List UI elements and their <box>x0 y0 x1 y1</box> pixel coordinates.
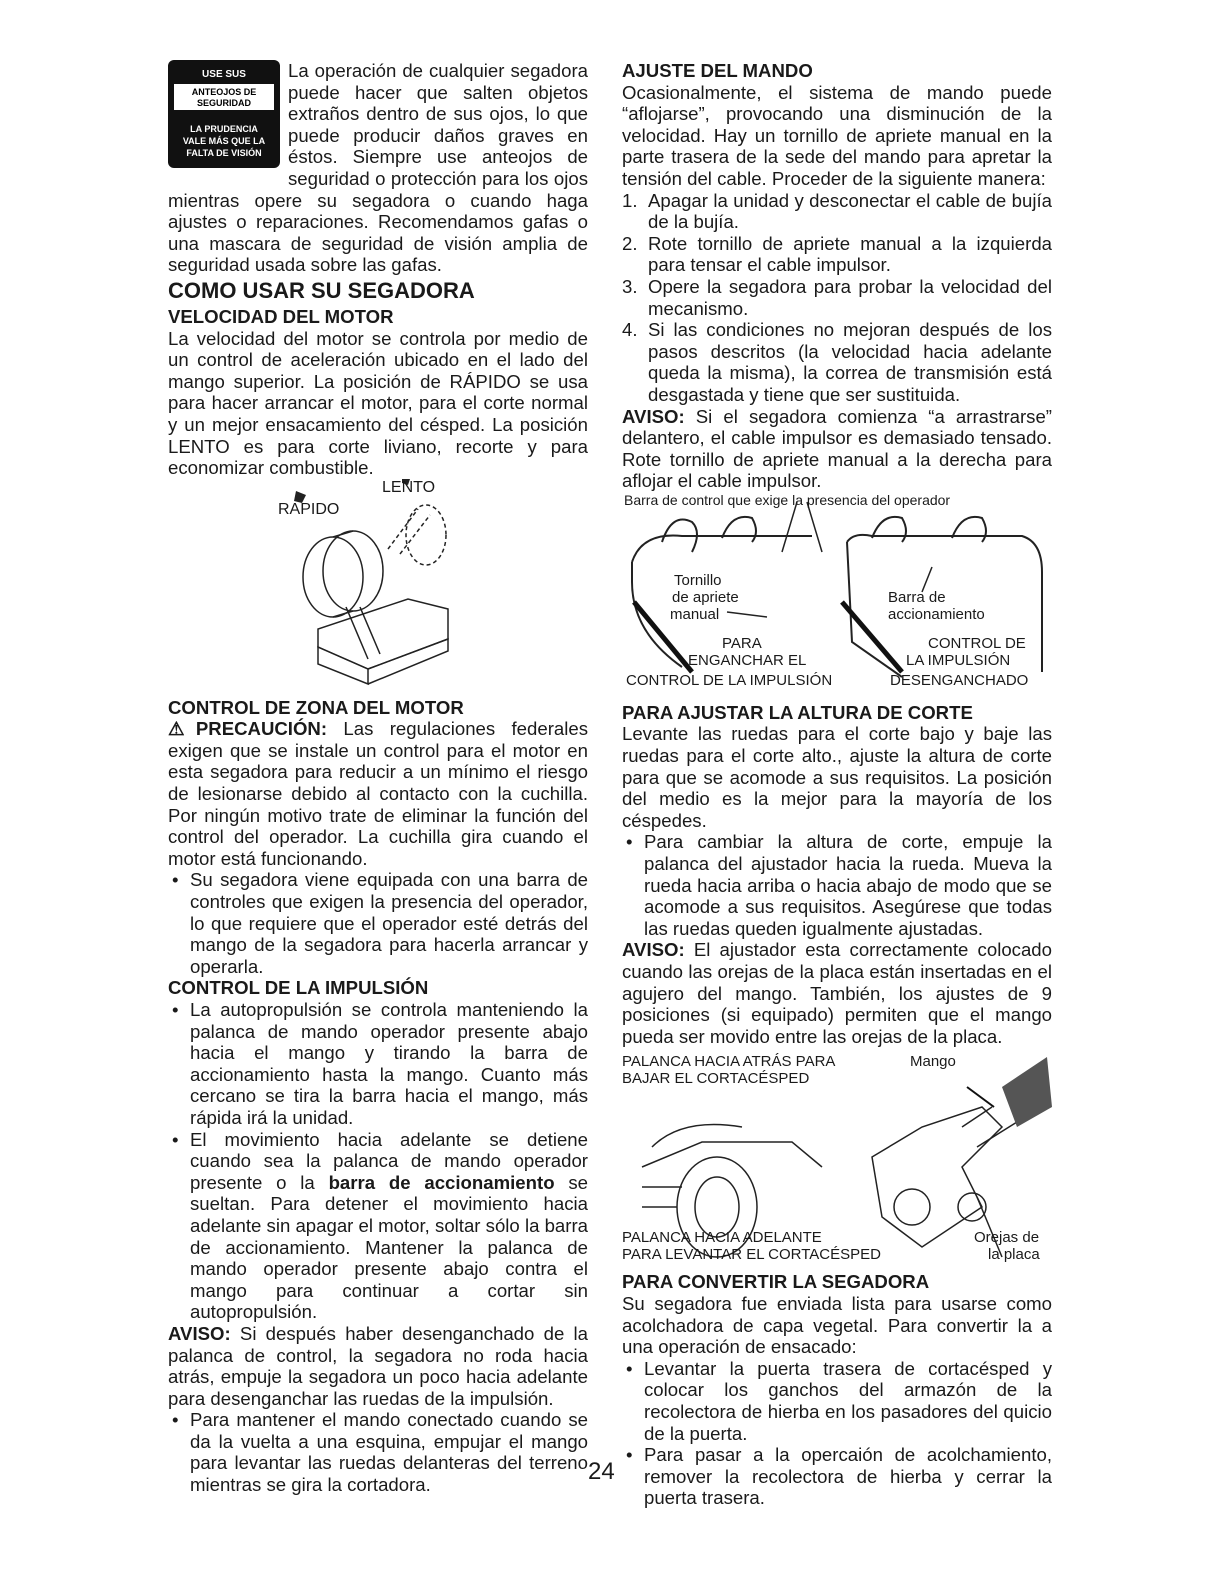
lever-back-1: PALANCA HACIA ATRÁS PARA <box>622 1053 836 1071</box>
lever-fwd-2: PARA LEVANTAR EL CORTACÉSPED <box>622 1246 881 1264</box>
bullet-text: El movimiento hacia adelante se detiene cuando sea la palanca de mando operador presente o la <box>190 1128 588 1193</box>
caution-label: PRECAUCIÓN: <box>195 718 328 740</box>
bullet-text: se sueltan. Para detener el movimiento hacia adelante sin apagar el motor, soltar sólo la barra de accionamiento. Mantener la palanca de mando operador presente abajo contra el mango para continuar a cortar sin autopropulsión. <box>190 1171 588 1323</box>
lento-label: LENTO <box>382 478 436 496</box>
fig2-bottom-left: CONTROL DE LA IMPULSIÓN <box>626 671 833 689</box>
zone-title: CONTROL DE ZONA DEL MOTOR <box>168 696 464 718</box>
caution-icon: ⚠ <box>168 718 196 740</box>
drive-list-2 <box>168 1409 588 1495</box>
notice-paragraph <box>622 406 1052 492</box>
right-column <box>622 60 1052 1509</box>
rapido-label: RAPIDO <box>278 500 340 518</box>
caution-paragraph <box>168 718 588 869</box>
engine-speed-text: La velocidad del motor se controla por medio de un control de aceleración ubicado en el lado del mango superior. La posición de RÁPIDO se usa para hacer arrancar el motor, para el corte normal y un mejor ensacamiento del césped. La posición LENTO es para corte liviano, recorte y para economizar combustible. <box>168 327 588 479</box>
height-adjust-figure <box>622 1047 1052 1271</box>
zone-list <box>168 869 588 977</box>
list-item <box>622 276 1052 319</box>
drive-control-figure <box>622 492 1052 702</box>
step-text: Si las condiciones no mejoran después de los pasos descritos (la velocidad hacia adelante queda la misma), la correa de transmisión está desgastada y tiene que ser sustituida. <box>648 319 1052 405</box>
drive-title: CONTROL DE LA IMPULSIÓN <box>168 977 429 999</box>
left-column <box>168 60 588 1496</box>
drive-list <box>168 999 588 1323</box>
step-number: 2. <box>622 232 638 254</box>
height-text: Levante las ruedas para el corte bajo y baje las ruedas para el corte alto., ajuste la altura de corte para que se acomode a sus requisitos. La posición del medio es la mejor para la mayoría de los céspedes. <box>622 723 1052 831</box>
badge-line1: USE SUS <box>202 69 246 80</box>
adjust-title: AJUSTE DEL MANDO <box>622 60 813 81</box>
step-number: 1. <box>622 189 638 211</box>
safety-badge-icon <box>168 60 280 168</box>
throttle-figure <box>168 479 588 697</box>
list-item <box>168 1129 588 1323</box>
list-item: • Su segadora viene equipada con una barra de controles que exigen la presencia del operador, lo que requiere que el operador esté detrás del mango de la segadora para hacerla arrancar y operarla. <box>168 869 588 977</box>
lever-back-2: BAJAR EL CORTACÉSPED <box>622 1070 810 1088</box>
badge-line2: ANTEOJOS DE <box>191 87 257 97</box>
enganchar-label: ENGANCHAR EL <box>688 651 807 669</box>
list-item <box>622 319 1052 405</box>
bold-term: barra de accionamiento <box>328 1171 555 1193</box>
adjust-text: Ocasionalmente, el sistema de mando puede “aflojarse”, provocando una disminución de la velocidad. Hay un tornillo de apriete manual en la parte trasera de la sede del mando para apretar la tensión del cable. Proceder de la siguiente manera: <box>622 81 1052 189</box>
fig2-bottom-right: DESENGANCHADO <box>890 671 1029 689</box>
list-item: • La autopropulsión se controla manteniendo la palanca de mando operador presente abajo hacia el mango y tirando la barra de accionamiento hasta la mango. Cuanto más cercano se tira la barra hacia el mango, más rápida irá la unidad. <box>168 999 588 1129</box>
list-item: • Para cambiar la altura de corte, empuje la palanca del ajustador hacia la rueda. Mueva la rueda hacia arriba o hacia abajo de modo que se acomode a sus requisitos. Asegúrese que todas las ruedas queden igualmente ajustadas. <box>622 831 1052 939</box>
notice-label: AVISO: <box>622 405 685 427</box>
notice-label: AVISO: <box>622 939 685 961</box>
tornillo-label-3: manual <box>670 605 720 623</box>
badge-line6: FALTA DE VISIÓN <box>186 148 262 158</box>
notice-paragraph-2 <box>622 939 1052 1047</box>
barra-label-2: accionamiento <box>888 605 985 623</box>
para-label: PARA <box>722 634 762 652</box>
convert-title: PARA CONVERTIR LA SEGADORA <box>622 1271 930 1293</box>
tornillo-label-2: de apriete <box>672 588 739 606</box>
orejas-label-2: la placa <box>988 1246 1040 1264</box>
convert-text: Su segadora fue enviada lista para usarse como acolchadora de capa vegetal. Para convertir la a una operación de ensacado: <box>622 1292 1052 1358</box>
safety-intro: La operación de cualquier segadora puede hacer que salten objetos extraños dentro de sus ojos, lo que puede producir daños graves en éstos. Siempre use anteojos de seguridad o protección para los ojos mientras opere su segadora o cuando haga ajustes o reparaciones. Recomendamos gafas o una mascara de seguridad de visión amplia de seguridad usada sobre las gafas. <box>168 60 588 276</box>
step-number: 4. <box>622 319 638 341</box>
adjust-steps <box>622 190 1052 406</box>
notice-paragraph <box>168 1323 588 1409</box>
step-text: Rote tornillo de apriete manual a la izquierda para tensar el cable impulsor. <box>648 232 1052 276</box>
fig2-top-caption: Barra de control que exige la presencia del operador <box>624 491 951 508</box>
badge-line5: VALE MÁS QUE LA <box>182 136 266 146</box>
section-title: COMO USAR SU SEGADORA <box>168 277 475 303</box>
engine-speed-title: VELOCIDAD DEL MOTOR <box>168 305 394 327</box>
notice-text: El ajustador esta correctamente colocado cuando las orejas de la placa están insertadas en el agujero del mango. También, los ajustes de 9 posiciones (si equipado) permiten que el mango pueda ser movido entre las orejas de la placa. <box>622 939 1052 1047</box>
mango-grip-icon <box>1002 1057 1052 1127</box>
step-number: 3. <box>622 275 638 297</box>
tornillo-label-1: Tornillo <box>674 571 722 589</box>
list-item: • Para mantener el mando conectado cuando se da la vuelta a una esquina, empujar el mango para levantar las ruedas delanteras del terreno mientras se gira la cortadora. <box>168 1409 588 1495</box>
step-text: Apagar la unidad y desconectar el cable de bujía de la bujía. <box>648 189 1052 233</box>
barra-label-1: Barra de <box>888 588 946 606</box>
notice-label: AVISO: <box>168 1322 231 1344</box>
badge-line4: LA PRUDENCIA <box>190 124 258 134</box>
step-text: Opere la segadora para probar la velocidad del mecanismo. <box>648 275 1052 319</box>
list-item <box>622 190 1052 233</box>
mango-label: Mango <box>910 1053 956 1071</box>
caution-text: Las regulaciones federales exigen que se instale un control para el motor en esta segadora para reducir a un mínimo el riesgo de lesionarse debido al contacto con la cuchilla. Por ningún motivo trate de eliminar la función del control del operador. La cuchilla gira cuando el motor está funcionando. <box>168 718 589 869</box>
list-item: • Para pasar a la opercaión de acolchamiento, remover la recolectora de hierba y cerrar la puerta trasera. <box>622 1444 1052 1509</box>
lever-fwd-1: PALANCA HACIA ADELANTE <box>622 1229 822 1247</box>
list-item <box>622 233 1052 276</box>
control-de-label: CONTROL DE <box>928 634 1026 652</box>
la-impulsion-label: LA IMPULSIÓN <box>906 651 1011 669</box>
list-item: • Levantar la puerta trasera de cortacésped y colocar los ganchos del armazón de la recolectora de hierba en los pasadores del quicio de la puerta. <box>622 1358 1052 1444</box>
badge-line3: SEGURIDAD <box>196 98 252 108</box>
notice-text: Si el segadora comienza “a arrastrarse” delantero, el cable impulsor es demasiado tensado. Rote tornillo de apriete manual a la derecha para aflojar el cable impulsor. <box>622 405 1052 492</box>
height-list <box>622 831 1052 939</box>
throttle-diagram-icon <box>168 479 588 697</box>
safety-glasses-badge <box>168 60 280 168</box>
orejas-label-1: Orejas de <box>974 1229 1040 1247</box>
notice-text: Si después haber desenganchado de la palanca de control, la segadora no roda hacia atrás, empuje la segadora un poco hacia adelante para desenganchar las ruedas de la impulsión. <box>168 1322 588 1409</box>
convert-list <box>622 1358 1052 1509</box>
page-number: 24 <box>588 1458 615 1485</box>
height-title: PARA AJUSTAR LA ALTURA DE CORTE <box>622 701 973 723</box>
